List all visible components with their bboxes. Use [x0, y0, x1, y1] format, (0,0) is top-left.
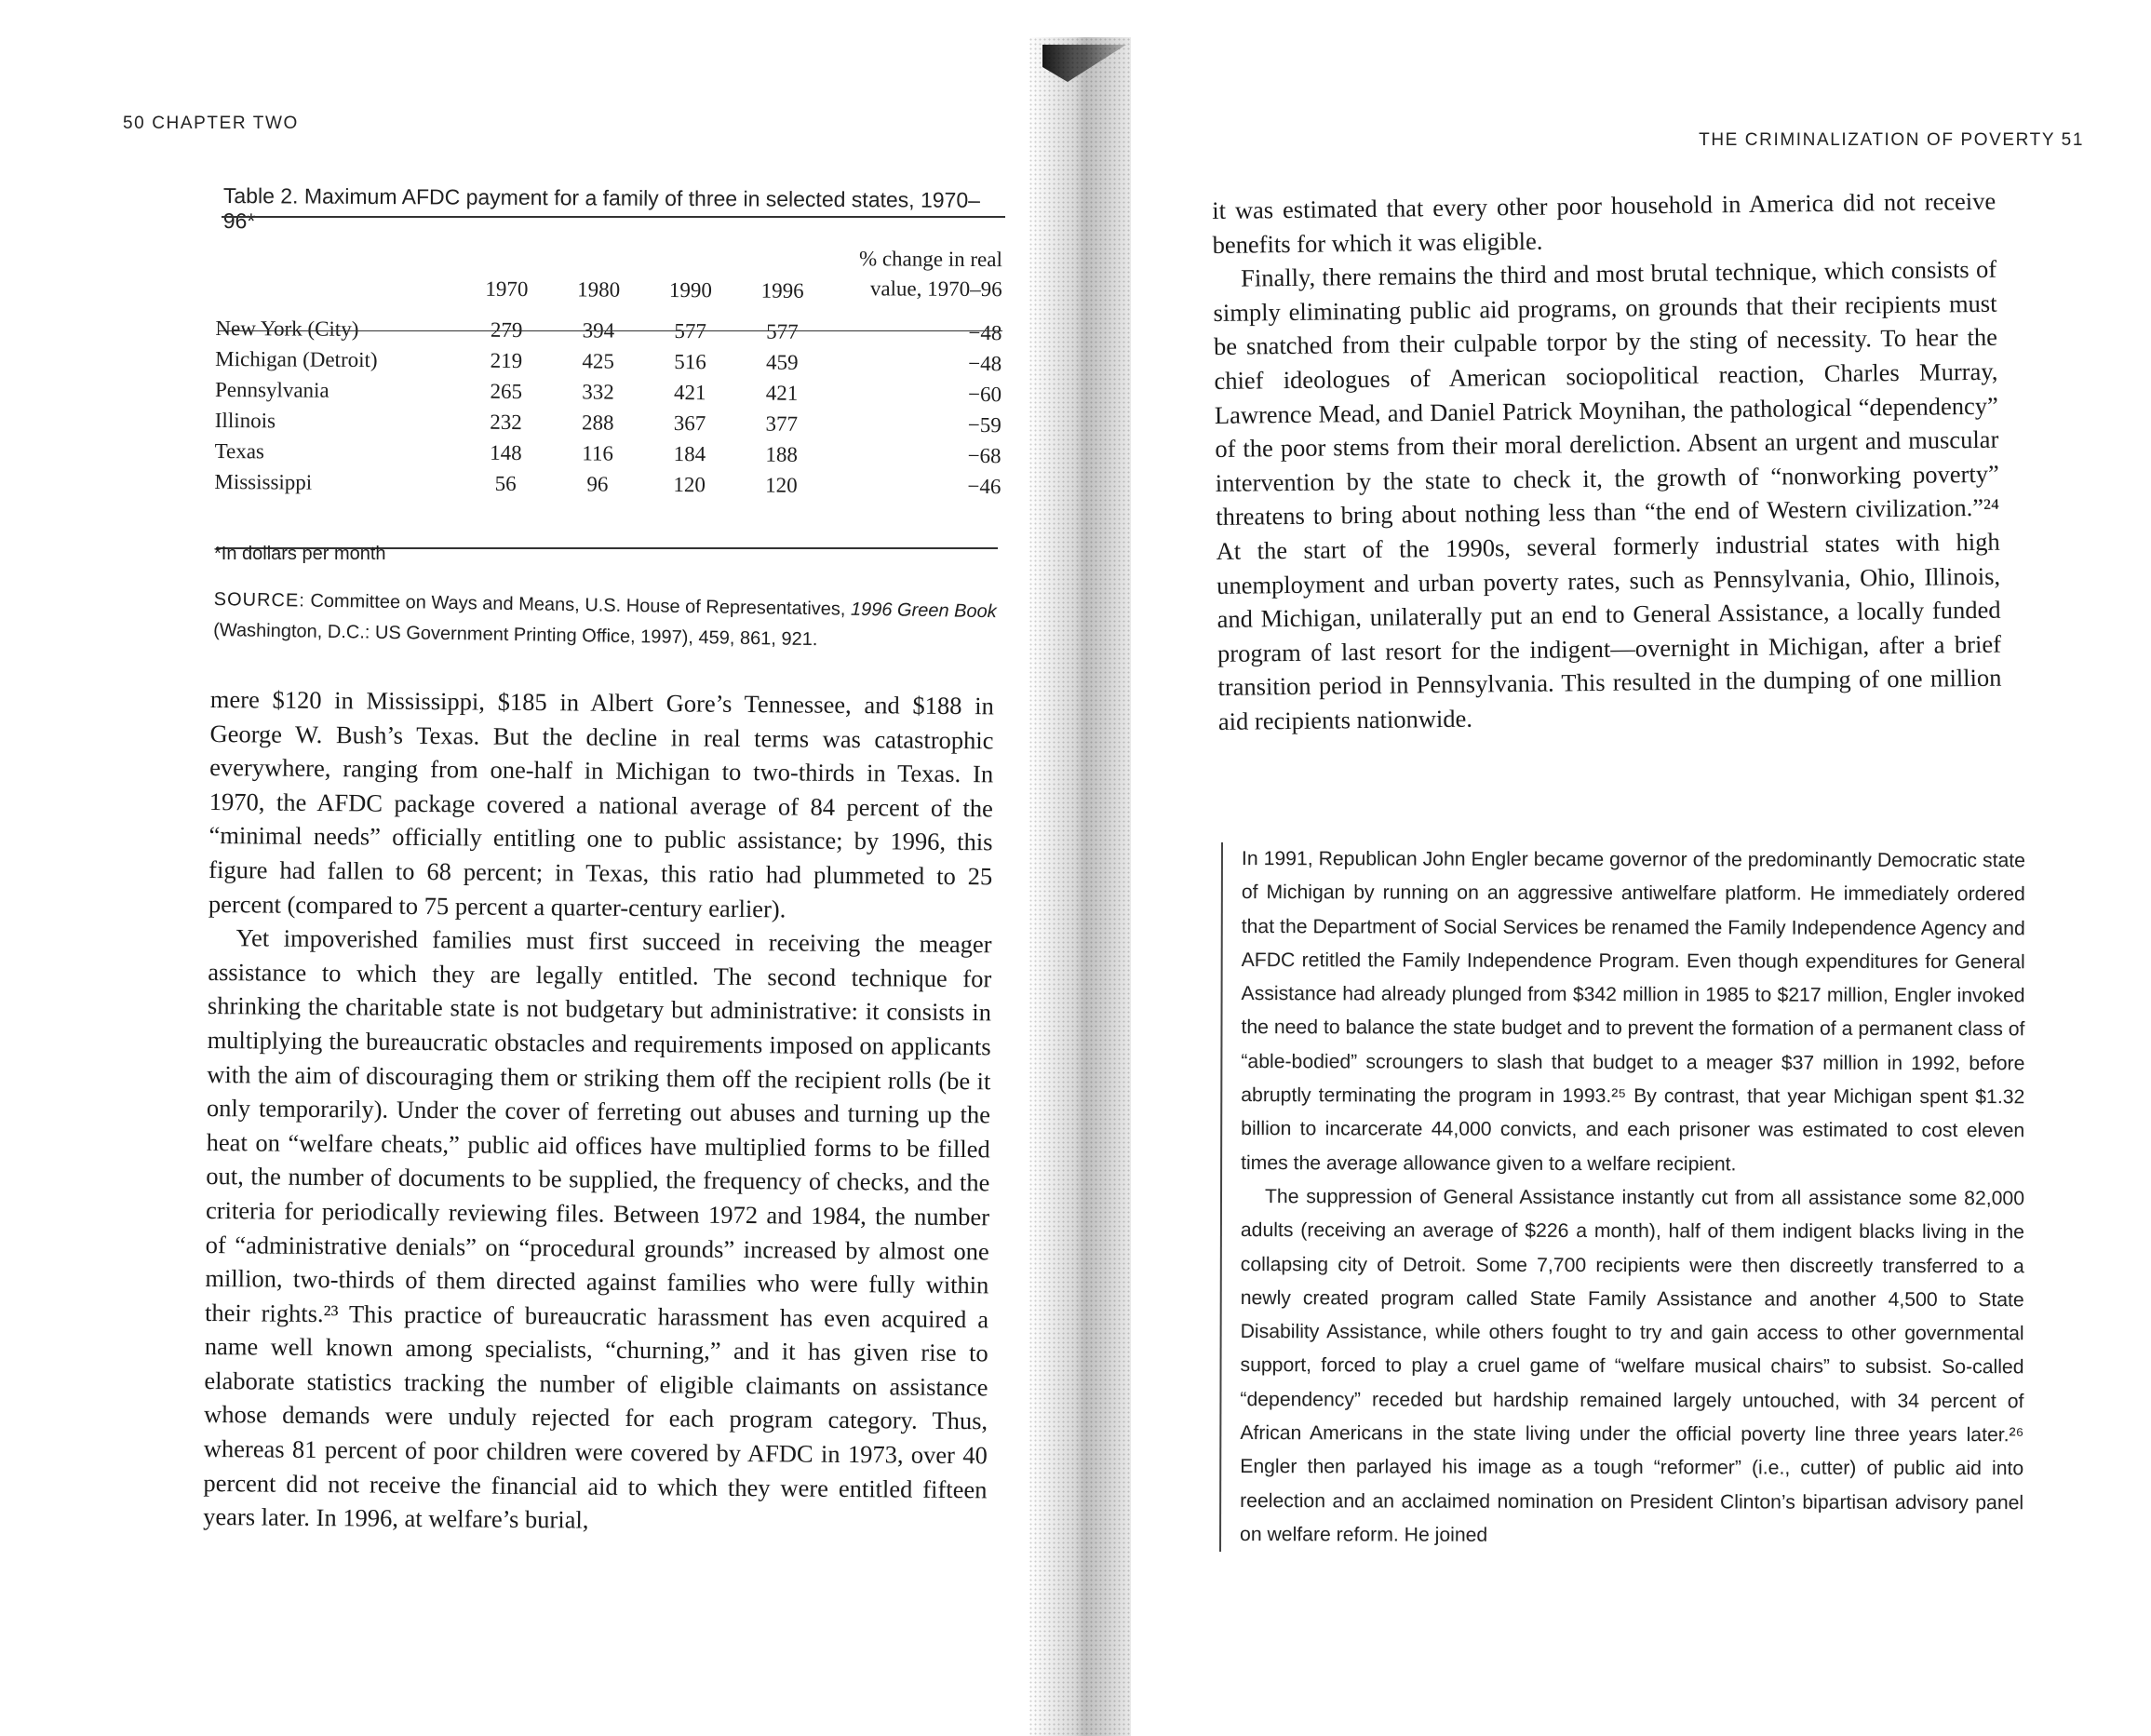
- table-rule-header: [219, 330, 1002, 331]
- table-header-1980: 1980: [577, 277, 621, 302]
- source-book-title: 1996 Green Book: [850, 599, 997, 623]
- table-footnote: *In dollars per month: [214, 544, 386, 564]
- body-paragraph: Finally, there remains the third and most brutal technique, which consists of simply eliminating public aid programs, on grounds that their recipients must be snatched from their culpable torpor by the sting of necessity. To hear the chief ideologues of American sociopolitical reaction, Charles Murray, Lawrence Mead, and Daniel Patrick Moynihan, the pathological “dependency” of the poor stems from their moral dereliction. Absent an urgent and muscular intervention by the state to check it, the growth of “nonworking poverty” threatens to bring about nothing less than “the end of Western civilization.”²⁴ At the start of the 1990s, several formerly industrial states with high unemployment and urban poverty rates, such as Pennsylvania, Ohio, Illinois, and Michigan, unilaterally put an end to General Assistance, a locally funded program of last resort for the indigent—overnight in Michigan, after a brief transition period in Pennsylvania. This resulted in the dumping of one million aid recipients nationwide.: [1213, 254, 2002, 735]
- table-header-row: [216, 240, 1002, 308]
- table-cell-1980: 332: [582, 379, 614, 404]
- table-cell-1990: 421: [673, 380, 706, 404]
- table-cell-1996: 377: [765, 411, 799, 436]
- excerpt-paragraph: The suppression of General Assistance instantly cut from all assistance some 82,000 adults (receiving an average of $226 a month), half of them indigent blacks living in the collapsing city of Detroit. Some 7,700 recipients were then discreetly transferred to a newly created program called State Family Assistance and another 4,500 to State Disability Assistance, while others fought to try and gain access to other governmental support, forced to play a cruel game of “welfare musical chairs” to subsist. So-called “dependency” receded but hardship remained largely untouched, with 34 percent of African Americans in the state living under the official poverty line three years later.²⁶ Engler then parlayed his image as a tough “reformer” (i.e., cutter) of public aid into reelection and an acclaimed nomination on President Clinton’s bipartisan advisory panel on welfare reform. He joined: [1240, 1186, 2025, 1546]
- table-header-state: [216, 240, 462, 305]
- body-paragraph: Yet impoverished families must first succeed in receiving the meager assistance to which they are legally entitled. The second technique for shrinking the charitable state is not budgetary but administrative: it consists in multiplying the bureaucratic obstacles and requirements imposed on applicants with the aim of discouraging them or striking them off the recipient rolls (be it only temporarily). Under the cover of ferreting out abuses and turning up the heat on “welfare cheats,” public aid offices have multiplied forms to be filled out, the number of documents to be supplied, the frequency of checks, and the criteria for periodically reviewing files. Between 1972 and 1984, the number of “administrative denials” on “procedural grounds” increased by almost one million, two-thirds of them directed against families who were fully within their rights.²³ This practice of bureaucratic harassment has even acquired a name well known among specialists, “churning,” and it has given rise to elaborate statistics tracking the number of eligible claimants on assistance whose demands were unduly rejected for each program category. Thus, whereas 81 percent of poor children were covered by AFDC in 1973, over 40 percent did not receive the financial aid to which they were entitled fifteen years later. In 1996, at welfare’s burial,: [203, 923, 992, 1534]
- table-cell-1980: 116: [582, 440, 614, 465]
- excerpt-paragraph: In 1991, Republican John Engler became governor of the predominantly Democratic state of Michigan by running on an aggressive antiwelfare platform. He immediately ordered that the Department of Social Services be renamed the Family Independence Agency and AFDC retitled the Family Independence Program. Even though expenditures for General Assistance had already plunged from $342 million in 1985 to $217 million, Engler invoked the need to balance the state budget and to prevent the formation of a permanent class of “able-bodied” scroungers to slash that budget to a meager $37 million in 1992, before abruptly terminating the program in 1993.²⁵ By contrast, that year Michigan spent $1.32 billion to incarcerate 44,000 convicts, and each prisoner was estimated to cost eleven times the average allowance given to a welfare recipient.: [1241, 848, 2025, 1176]
- running-head-right: THE CRIMINALIZATION OF POVERTY 51: [1699, 130, 2084, 150]
- table-cell-1990: 184: [673, 441, 706, 465]
- table-cell-state: Mississippi: [214, 469, 313, 494]
- table-row: [215, 405, 1002, 440]
- table-cell-1996: 577: [766, 319, 799, 343]
- table-row: [215, 303, 1002, 348]
- table-cell-change: −59: [967, 412, 1002, 437]
- table-cell-1970: 148: [490, 440, 522, 464]
- table-cell-state: Michigan (Detroit): [215, 346, 378, 371]
- table-header-1970: 1970: [485, 276, 529, 302]
- table-cell-1980: 425: [582, 348, 615, 373]
- table-cell-1996: 421: [765, 381, 799, 405]
- table-cell-change: −68: [967, 443, 1002, 467]
- table-cell-1990: 120: [673, 472, 706, 496]
- afdc-payment-table: [214, 240, 1002, 502]
- body-paragraph: it was estimated that every other poor household in America did not receive benefits for which it was eligible.: [1212, 186, 1996, 259]
- table-cell-1970: 56: [494, 471, 517, 495]
- table-row: [215, 343, 1002, 379]
- table-cell-1980: 96: [586, 471, 609, 496]
- table-header-change: % change in real value, 1970–96: [858, 247, 1002, 302]
- sidebar-excerpt: [1219, 842, 2025, 1554]
- source-tail: (Washington, D.C.: US Government Printing Office, 1997), 459, 861, 921.: [213, 619, 818, 651]
- table-cell-change: −46: [967, 474, 1002, 498]
- table-cell-change: −48: [968, 320, 1002, 344]
- table-header-1990: 1990: [668, 277, 713, 303]
- right-body-text: [1212, 184, 2002, 739]
- table-cell-1990: 516: [674, 349, 706, 373]
- running-head-left: 50 CHAPTER TWO: [123, 114, 299, 133]
- table-caption: Table 2. Maximum AFDC payment for a family of three in selected states, 1970–96*: [222, 183, 981, 234]
- table-row: [214, 466, 1001, 502]
- table-cell-1996: 459: [765, 350, 799, 374]
- body-paragraph: mere $120 in Mississippi, $185 in Albert Gore’s Tennessee, and $188 in George W. Bush’s Texas. But the decline in real terms was catastrophic everywhere, ranging from one-half in Michigan to two-thirds in Texas. In 1970, the AFDC package covered a national average of 84 percent of the “minimal needs” officially entitling one to public assistance; by 1996, this figure had fallen to 68 percent; in Texas, this ratio had plummeted to 25 percent (compared to 75 percent a quarter-century earlier).: [208, 684, 994, 922]
- table-cell-change: −60: [967, 382, 1002, 406]
- table-row: [215, 436, 1002, 471]
- table-cell-1970: 219: [490, 348, 523, 372]
- table-cell-1970: 232: [490, 410, 522, 434]
- source-label: SOURCE:: [213, 588, 306, 612]
- table-cell-change: −48: [968, 351, 1002, 375]
- table-cell-1980: 394: [582, 317, 615, 343]
- source-text: Committee on Ways and Means, U.S. House of Representatives,: [304, 590, 852, 620]
- table-cell-1996: 120: [765, 473, 798, 497]
- table-cell-1970: 265: [490, 379, 523, 403]
- table-cell-state: New York (City): [215, 316, 359, 341]
- table-cell-1990: 577: [674, 318, 707, 343]
- table-cell-1980: 288: [582, 410, 614, 435]
- table-cell-1996: 188: [765, 442, 798, 466]
- table-cell-state: Pennsylvania: [214, 377, 329, 402]
- table-cell-state: Illinois: [214, 408, 276, 432]
- table-row: [215, 374, 1002, 410]
- left-page: [0, 0, 1033, 1736]
- table-cell-1990: 367: [673, 410, 706, 435]
- table-cell-1970: 279: [490, 317, 523, 342]
- table-cell-state: Texas: [214, 438, 265, 463]
- left-body-text: [203, 682, 994, 1541]
- table-header-1996: 1996: [760, 278, 804, 303]
- table-rule-top: [222, 216, 1005, 218]
- table-source: [213, 585, 1015, 659]
